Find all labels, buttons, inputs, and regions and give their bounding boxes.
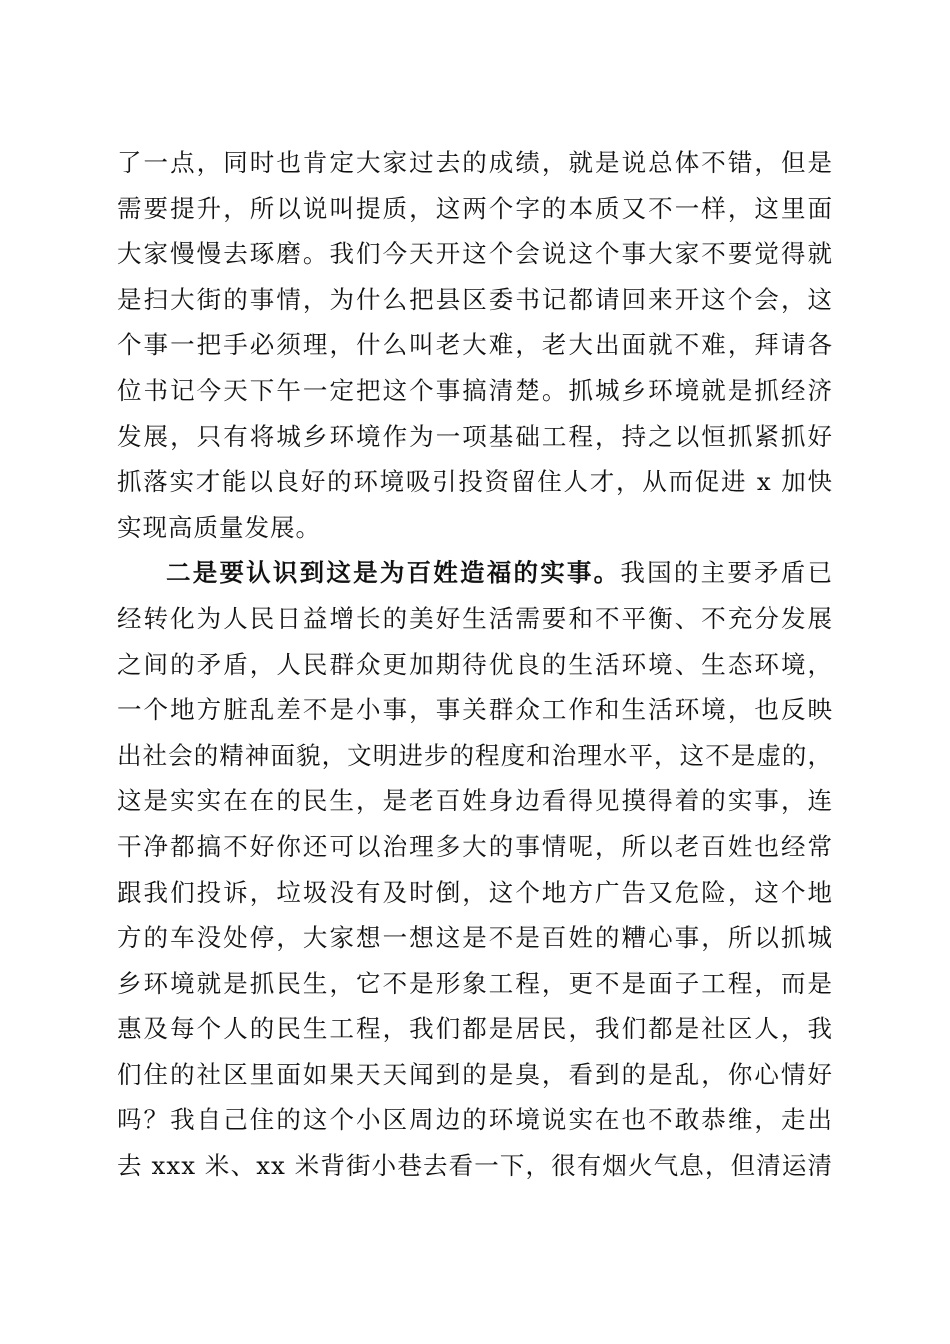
text-line: 们住的社区里面如果天天闻到的是臭，看到的是乱，你心情好	[117, 1059, 833, 1089]
text-line: 一个地方脏乱差不是小事，事关群众工作和生活环境，也反映	[117, 695, 833, 725]
paragraph-lead: 二是要认识到这是为百姓造福的实事。	[166, 558, 621, 588]
paragraph-first-rest: 我国的主要矛盾已	[620, 558, 833, 588]
text-line: 去 xxx 米、xx 米背街小巷去看一下，很有烟火气息，但清运清	[117, 1151, 833, 1181]
text-line: 需要提升，所以说叫提质，这两个字的本质又不一样，这里面	[117, 193, 833, 223]
text-line: 跟我们投诉，垃圾没有及时倒，这个地方广告又危险，这个地	[117, 877, 833, 907]
text-line: 乡环境就是抓民生，它不是形象工程，更不是面子工程，而是	[117, 968, 833, 998]
text-line: 实现高质量发展。	[117, 512, 321, 542]
text-line: 干净都搞不好你还可以治理多大的事情呢，所以老百姓也经常	[117, 831, 833, 861]
text-line: 抓落实才能以良好的环境吸引投资留住人才，从而促进 x 加快	[117, 467, 833, 497]
text-line: 惠及每个人的民生工程，我们都是居民，我们都是社区人，我	[117, 1014, 833, 1044]
text-line: 位书记今天下午一定把这个事搞清楚。抓城乡环境就是抓经济	[117, 375, 833, 405]
text-line: 方的车没处停，大家想一想这是不是百姓的糟心事，所以抓城	[117, 923, 833, 953]
text-line: 出社会的精神面貌，文明进步的程度和治理水平，这不是虚的，	[117, 740, 833, 770]
body-text	[117, 140, 833, 1189]
text-line: 这是实实在在的民生，是老百姓身边看得见摸得着的实事，连	[117, 786, 833, 816]
text-line: 之间的矛盾，人民群众更加期待优良的生活环境、生态环境，	[117, 649, 833, 679]
text-line: 大家慢慢去琢磨。我们今天开这个会说这个事大家不要觉得就	[117, 239, 833, 269]
text-line: 发展，只有将城乡环境作为一项基础工程，持之以恒抓紧抓好	[117, 421, 833, 451]
text-line: 是扫大街的事情，为什么把县区委书记都请回来开这个会，这	[117, 284, 833, 314]
text-line: 经转化为人民日益增长的美好生活需要和不平衡、不充分发展	[117, 603, 833, 633]
text-line: 了一点，同时也肯定大家过去的成绩，就是说总体不错，但是	[117, 148, 833, 177]
text-line: 吗？我自己住的这个小区周边的环境说实在也不敢恭维，走出	[117, 1105, 833, 1135]
text-line: 个事一把手必须理，什么叫老大难，老大出面就不难，拜请各	[117, 330, 833, 360]
paragraph-first-line	[117, 550, 833, 596]
